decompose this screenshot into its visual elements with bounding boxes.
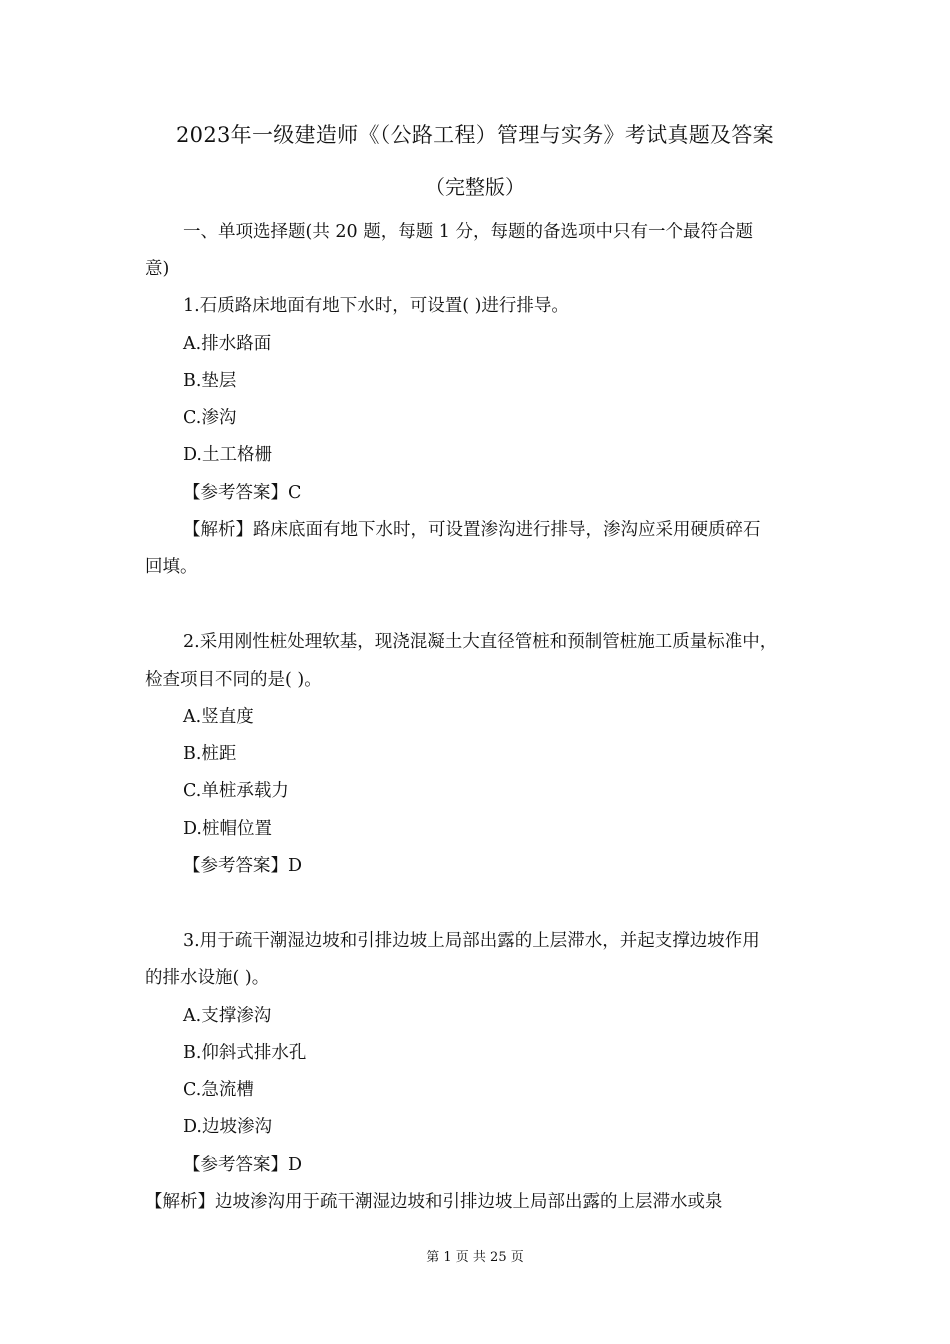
document-subtitle: （完整版） [425, 175, 525, 199]
document-title: 2023年一级建造师《（公路工程）管理与实务》考试真题及答案 [176, 123, 774, 147]
answer-analysis: 【解析】边坡渗沟用于疏干潮湿边坡和引排边坡上局部出露的上层滞水或泉 [145, 1192, 723, 1212]
question-stem: 1.石质路床地面有地下水时，可设置( )进行排导。 [183, 296, 569, 316]
answer-analysis-cont: 回填。 [145, 557, 198, 577]
question-option: D.土工格栅 [183, 445, 272, 465]
question-stem-cont: 的排水设施( )。 [145, 968, 270, 988]
question-option: A.支撑渗沟 [183, 1006, 272, 1026]
question-option: D.桩帽位置 [183, 819, 272, 839]
question-option: D.边坡渗沟 [183, 1117, 272, 1137]
question-option: A.排水路面 [183, 334, 272, 354]
question-option: A.竖直度 [183, 707, 254, 727]
question-option: C.急流槽 [183, 1080, 254, 1100]
question-stem-cont: 检查项目不同的是( )。 [145, 670, 322, 690]
question-stem: 3.用于疏干潮湿边坡和引排边坡上局部出露的上层滞水，并起支撑边坡作用 [183, 931, 760, 951]
question-option: B.垫层 [183, 371, 237, 391]
question-option: B.仰斜式排水孔 [183, 1043, 307, 1063]
reference-answer: 【参考答案】D [183, 856, 303, 876]
question-stem: 2.采用刚性桩处理软基，现浇混凝土大直径管桩和预制管桩施工质量标准中， [183, 632, 778, 652]
reference-answer: 【参考答案】D [183, 1155, 303, 1175]
question-option: B.桩距 [183, 744, 237, 764]
section-heading-cont: 意) [145, 259, 170, 279]
question-option: C.单桩承载力 [183, 781, 289, 801]
reference-answer: 【参考答案】C [183, 483, 302, 503]
page-footer: 第 1 页 共 25 页 [426, 1250, 524, 1265]
answer-analysis: 【解析】路床底面有地下水时，可设置渗沟进行排导，渗沟应采用硬质碎石 [183, 520, 761, 540]
section-heading: 一、单项选择题(共 20 题，每题 1 分，每题的备选项中只有一个最符合题 [183, 222, 753, 242]
question-option: C.渗沟 [183, 408, 237, 428]
